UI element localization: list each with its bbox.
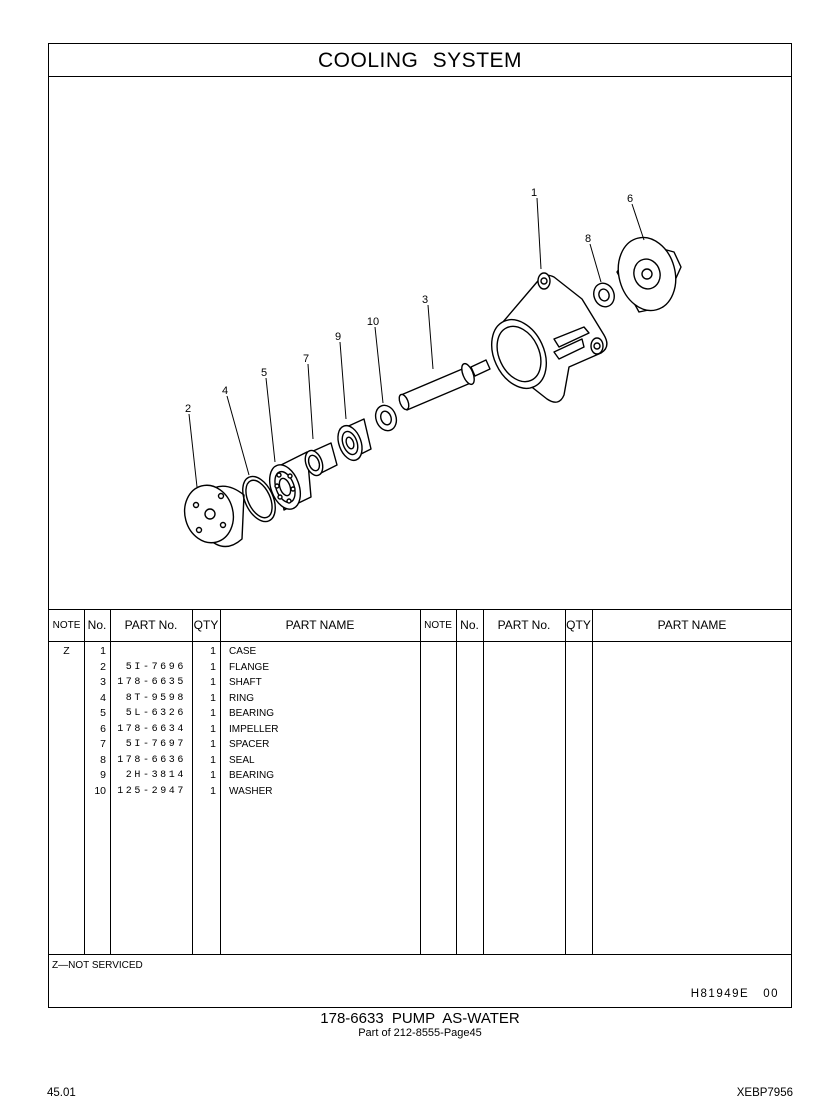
table-row: 4 8T-9598 1 RING [100, 691, 254, 704]
callout-7: 7 [302, 353, 310, 365]
washer-part [372, 402, 400, 433]
exploded-view-diagram [49, 77, 791, 610]
table-row: 5 5L-6326 1 BEARING [100, 707, 275, 719]
table-row: 10 125-2947 1 WASHER [94, 784, 273, 797]
illustration-code [677, 988, 779, 1000]
page-frame [48, 43, 792, 1008]
callout-6: 6 [626, 193, 634, 205]
callout-5: 5 [260, 367, 268, 379]
header-note: NOTE [52, 620, 81, 631]
water-pump-illustration [49, 77, 793, 610]
callout-10: 10 [366, 316, 380, 328]
callout-4: 4 [221, 385, 229, 397]
document-id: XEBP7956 [736, 1087, 793, 1099]
callout-2: 2 [184, 403, 192, 415]
shaft-part [397, 360, 490, 411]
page-number: 45.01 [47, 1087, 76, 1099]
table-row: 9 2H-3814 1 BEARING [100, 769, 275, 781]
table-row: 7 5I-7697 1 SPACER [100, 738, 270, 750]
section-title: COOLING SYSTEM [49, 44, 791, 77]
impeller-part [610, 231, 683, 317]
header-note-right: NOTE [424, 620, 452, 631]
parts-table [49, 609, 791, 955]
illustration-code-id: H81949E [690, 988, 750, 1000]
seal-part [590, 280, 617, 309]
header-part-name-right: PART NAME [657, 618, 727, 632]
header-no: No. [87, 618, 107, 632]
assembly-subtitle: Part of 212-8555-Page45 [358, 1027, 482, 1039]
table-row: 2 5I-7696 1 FLANGE [100, 660, 270, 673]
header-part-no: PART No. [124, 618, 178, 632]
second-bearing-part [334, 419, 371, 464]
callout-8: 8 [584, 233, 592, 245]
pump-case-part [481, 273, 607, 402]
header-no-right: No. [460, 618, 479, 632]
header-qty-right: QTY [566, 618, 591, 632]
header-part-no-right: PART No. [497, 618, 551, 632]
assembly-title: 178-6633 PUMP AS-WATER [320, 1010, 520, 1027]
not-serviced-footnote: Z—NOT SERVICED [52, 960, 143, 971]
callout-3: 3 [421, 294, 429, 306]
illustration-code-rev: 00 [763, 988, 779, 1000]
table-row: 8 178-6636 1 SEAL [100, 753, 255, 766]
header-part-name: PART NAME [285, 618, 355, 632]
table-row: 3 178-6635 1 SHAFT [100, 676, 262, 688]
callout-9: 9 [334, 331, 342, 343]
ball-bearing-part [264, 452, 311, 513]
flange-part [178, 480, 244, 548]
table-row: 6 178-6634 1 IMPELLER [100, 722, 279, 735]
table-row: Z 1 1 CASE [63, 645, 257, 657]
header-qty: QTY [193, 618, 219, 632]
callout-1: 1 [530, 187, 538, 199]
